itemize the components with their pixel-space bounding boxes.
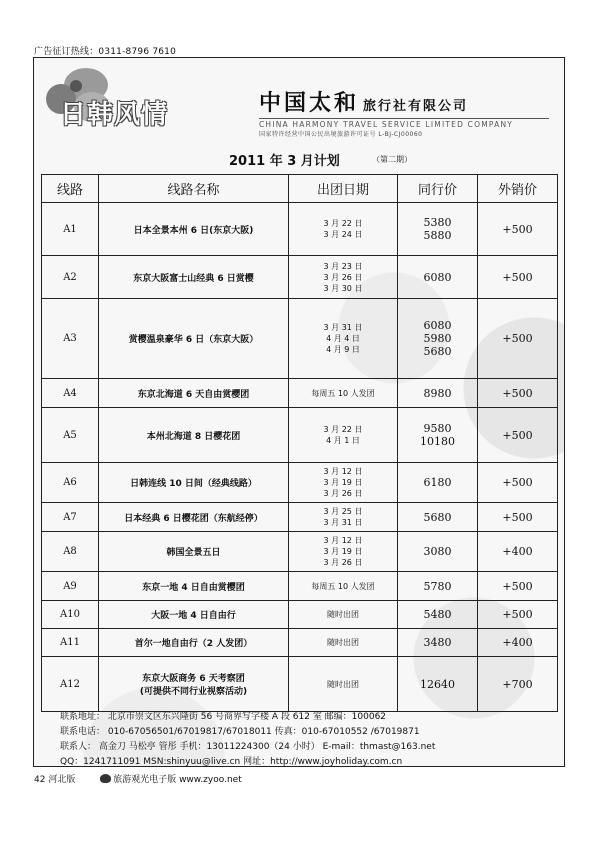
table-row xyxy=(42,601,558,629)
departure-date: 随时出团 xyxy=(327,610,359,619)
header-peer-price: 同行价 xyxy=(398,175,478,203)
route-code-cell xyxy=(42,463,99,503)
route-name: 大阪一地 4 日自由行 xyxy=(151,611,236,621)
logo-title: 日韩风情 xyxy=(60,100,169,130)
peer-price: 3080 xyxy=(423,545,452,558)
retail-price-cell xyxy=(478,299,558,379)
route-name-cell xyxy=(99,629,289,657)
route-table xyxy=(41,174,558,712)
plan-title: 2011 年 3 月计划 xyxy=(229,154,340,169)
route-code-cell xyxy=(42,503,99,532)
header-route-name: 线路名称 xyxy=(99,175,289,203)
departure-date: 3 月 31 日 xyxy=(323,323,363,332)
table-row xyxy=(42,503,558,532)
departure-date: 每周五 10 人发团 xyxy=(311,388,375,398)
route-code: A5 xyxy=(63,429,77,441)
departure-date: 3 月 23 日 xyxy=(323,261,363,271)
route-code-cell xyxy=(42,532,99,572)
peer-price-cell xyxy=(398,408,478,463)
retail-price-cell xyxy=(478,256,558,299)
retail-price-cell xyxy=(478,629,558,657)
retail-price-cell xyxy=(478,408,558,463)
route-code: A10 xyxy=(60,609,80,620)
departure-dates-cell xyxy=(289,408,398,463)
route-code: A11 xyxy=(60,637,80,648)
departure-dates-cell xyxy=(289,503,398,532)
table-header-row xyxy=(42,175,558,203)
license-number: 国家特许经营中国公民出境旅游许可证号 L-BJ-CJ00060 xyxy=(259,131,423,138)
retail-price-cell xyxy=(478,379,558,408)
route-name: 东京大阪富士山经典 6 日赏樱 xyxy=(133,273,254,284)
departure-date: 3 月 26 日 xyxy=(323,272,363,282)
route-name: 东京北海道 6 天自由赏樱团 xyxy=(137,389,250,400)
route-code: A1 xyxy=(63,223,77,235)
peer-price-cell xyxy=(398,657,478,712)
departure-dates-cell xyxy=(289,256,398,299)
departure-dates-cell xyxy=(289,629,398,657)
contact-people: 联系人： 高金刀 马松亭 管彤 手机：13011224300（24 小时） E-mail：thmast@163.net xyxy=(60,742,436,752)
departure-date: 4 月 9 日 xyxy=(326,345,360,354)
route-code-cell xyxy=(42,601,99,629)
peer-price-cell xyxy=(398,572,478,601)
departure-date: 3 月 19 日 xyxy=(323,478,363,487)
route-name: 日本经典 6 日樱花团（东航经停） xyxy=(124,513,263,524)
retail-price: +500 xyxy=(502,332,533,345)
retail-price-cell xyxy=(478,203,558,256)
route-name-cell xyxy=(99,601,289,629)
departure-dates-cell xyxy=(289,203,398,256)
header-code: 线路 xyxy=(42,175,99,203)
peer-price: 5980 xyxy=(423,332,452,345)
route-name: 本州北海道 8 日樱花团 xyxy=(146,431,241,442)
plan-issue: （第二期） xyxy=(372,155,412,164)
table-row xyxy=(42,256,558,299)
table-row xyxy=(42,657,558,712)
retail-price: +500 xyxy=(502,222,533,236)
route-name: 韩国全景五日 xyxy=(166,548,221,558)
contact-address: 联系地址： 北京市崇文区东兴隆街 56 号商界写字楼 A 段 612 室 邮编：100062 xyxy=(60,712,387,722)
peer-price-cell xyxy=(398,503,478,532)
retail-price: +500 xyxy=(502,270,533,284)
retail-price: +400 xyxy=(502,545,533,558)
route-code-cell xyxy=(42,657,99,712)
retail-price: +500 xyxy=(502,510,533,524)
route-code-cell xyxy=(42,203,99,256)
peer-price: 8980 xyxy=(423,386,452,400)
magazine-name: 旅游观光电子版 www.zyoo.net xyxy=(113,775,242,785)
route-name-cell xyxy=(99,503,289,532)
retail-price-cell xyxy=(478,463,558,503)
route-name-cell xyxy=(99,463,289,503)
peer-price: 5780 xyxy=(423,579,452,593)
route-code: A12 xyxy=(60,678,80,690)
company-name: 中国太和 xyxy=(259,90,360,116)
peer-price-cell xyxy=(398,601,478,629)
departure-date: 3 月 24 日 xyxy=(323,230,363,239)
route-code: A6 xyxy=(63,477,77,488)
departure-date: 3 月 31 日 xyxy=(323,518,363,527)
header-departure-date: 出团日期 xyxy=(289,175,398,203)
departure-dates-cell xyxy=(289,379,398,408)
header-retail-price: 外销价 xyxy=(478,175,558,203)
retail-price: +500 xyxy=(502,608,533,621)
route-code: A7 xyxy=(63,511,77,523)
contact-online: QQ：1241711091 MSN:shinyuu@live.cn 网址：http://www.joyholiday.com.cn xyxy=(60,757,403,767)
departure-dates-cell xyxy=(289,463,398,503)
retail-price: +500 xyxy=(502,386,533,400)
page-number: 42 河北版 xyxy=(34,775,76,785)
peer-price: 3480 xyxy=(423,636,452,649)
retail-price: +400 xyxy=(502,636,533,649)
table-row xyxy=(42,572,558,601)
departure-dates-cell xyxy=(289,532,398,572)
route-name-cell xyxy=(99,299,289,379)
route-code: A9 xyxy=(63,580,77,592)
route-code: A4 xyxy=(63,387,77,399)
peer-price: 5880 xyxy=(423,229,452,242)
retail-price-cell xyxy=(478,657,558,712)
route-code: A8 xyxy=(63,546,77,557)
retail-price: +500 xyxy=(502,579,533,593)
route-name: 赏樱温泉豪华 6 日（东京大阪） xyxy=(128,335,259,345)
route-code-cell xyxy=(42,299,99,379)
page-footer xyxy=(34,772,242,785)
table-row xyxy=(42,532,558,572)
departure-dates-cell xyxy=(289,572,398,601)
route-code: A2 xyxy=(63,271,77,283)
peer-price: 9580 xyxy=(423,422,452,435)
peer-price-cell xyxy=(398,203,478,256)
departure-date: 随时出团 xyxy=(327,638,359,647)
route-name-cell xyxy=(99,408,289,463)
departure-date: 3 月 26 日 xyxy=(323,489,363,498)
page-frame xyxy=(33,57,565,767)
table-row xyxy=(42,379,558,408)
route-name: 日韩连线 10 日间（经典线路） xyxy=(130,479,257,489)
route-name-cell xyxy=(99,379,289,408)
route-rows xyxy=(42,203,558,712)
retail-price: +500 xyxy=(502,476,533,489)
table-row xyxy=(42,299,558,379)
peer-price: 5680 xyxy=(423,345,452,358)
peer-price-cell xyxy=(398,299,478,379)
route-name-cell xyxy=(99,657,289,712)
ad-hotline: 广告征订热线：0311-8796 7610 xyxy=(34,47,177,57)
magazine-logo-icon xyxy=(100,774,111,783)
departure-date: 4 月 4 日 xyxy=(326,334,360,343)
peer-price: 6180 xyxy=(423,476,452,489)
peer-price: 10180 xyxy=(420,435,455,448)
departure-date: 3 月 26 日 xyxy=(323,558,363,567)
peer-price: 6080 xyxy=(423,319,452,332)
departure-date: 3 月 30 日 xyxy=(323,283,363,293)
departure-dates-cell xyxy=(289,601,398,629)
peer-price: 6080 xyxy=(423,270,452,284)
route-name: 日本全景本州 6 日(东京大阪) xyxy=(133,225,254,236)
route-code-cell xyxy=(42,408,99,463)
route-code-cell xyxy=(42,572,99,601)
departure-date: 4 月 1 日 xyxy=(326,436,360,445)
departure-date: 随时出团 xyxy=(327,679,359,689)
departure-date: 3 月 22 日 xyxy=(323,219,363,228)
departure-date: 每周五 10 人发团 xyxy=(311,581,375,591)
peer-price: 5380 xyxy=(423,216,452,229)
retail-price: +700 xyxy=(502,677,533,691)
route-name-note: (可提供不同行业视察活动) xyxy=(139,687,248,697)
table-row xyxy=(42,629,558,657)
route-name-cell xyxy=(99,256,289,299)
table-row xyxy=(42,203,558,256)
departure-dates-cell xyxy=(289,299,398,379)
peer-price-cell xyxy=(398,256,478,299)
departure-date: 3 月 12 日 xyxy=(323,467,363,476)
company-name-english: CHINA HARMONY TRAVEL SERVICE LIMITED COMPANY xyxy=(259,118,549,129)
departure-date: 3 月 22 日 xyxy=(323,425,363,434)
peer-price: 12640 xyxy=(420,677,455,691)
peer-price-cell xyxy=(398,379,478,408)
departure-date: 3 月 25 日 xyxy=(323,507,363,516)
peer-price-cell xyxy=(398,629,478,657)
departure-dates-cell xyxy=(289,657,398,712)
table-row xyxy=(42,463,558,503)
contact-phone: 联系电话： 010-67056501/67019817/67018011 传真：010-67010552 /67019871 xyxy=(60,727,420,737)
route-code-cell xyxy=(42,256,99,299)
route-code-cell xyxy=(42,379,99,408)
route-name: 东京大阪商务 6 天考察团 xyxy=(142,674,245,684)
peer-price: 5680 xyxy=(423,510,452,524)
departure-date: 3 月 19 日 xyxy=(323,547,363,556)
retail-price-cell xyxy=(478,503,558,532)
retail-price: +500 xyxy=(502,428,533,442)
route-name-cell xyxy=(99,203,289,256)
route-name-cell xyxy=(99,532,289,572)
retail-price-cell xyxy=(478,601,558,629)
table-row xyxy=(42,408,558,463)
retail-price-cell xyxy=(478,532,558,572)
route-name: 首尔一地自由行（2 人发团） xyxy=(134,639,253,649)
route-code: A3 xyxy=(63,333,77,344)
peer-price-cell xyxy=(398,463,478,503)
departure-date: 3 月 12 日 xyxy=(323,536,363,545)
company-name-suffix: 旅行社有限公司 xyxy=(363,99,469,114)
peer-price: 5480 xyxy=(423,608,452,621)
route-code-cell xyxy=(42,629,99,657)
company-block xyxy=(259,86,549,138)
route-name: 东京一地 4 日自由赏樱团 xyxy=(142,582,245,593)
peer-price-cell xyxy=(398,532,478,572)
route-name-cell xyxy=(99,572,289,601)
retail-price-cell xyxy=(478,572,558,601)
